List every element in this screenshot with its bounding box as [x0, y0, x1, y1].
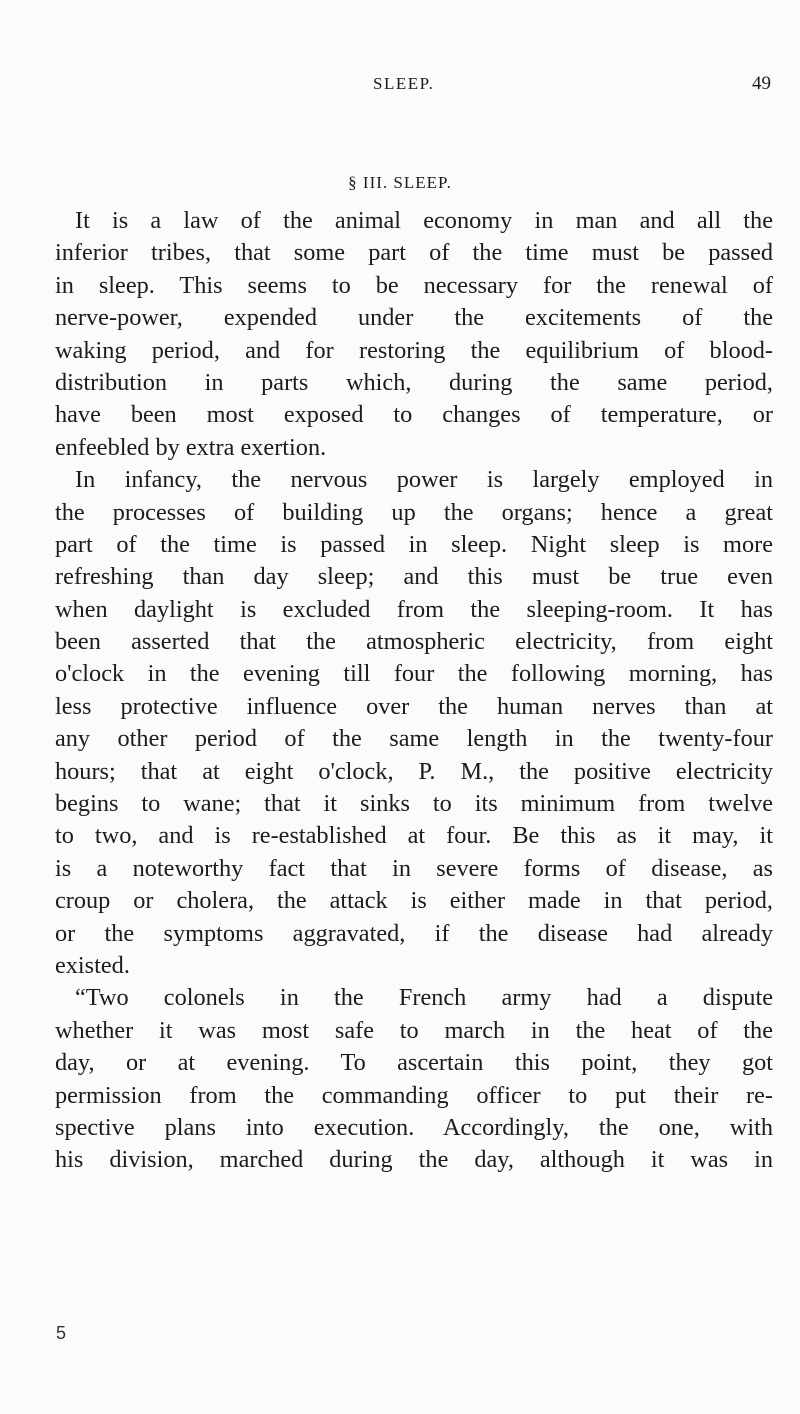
- text-line: distribution in parts which, during the same period,: [55, 368, 773, 396]
- text-line: the processes of building up the organs; hence a great: [55, 498, 773, 526]
- running-head: [0, 74, 800, 98]
- text-line: existed.: [55, 951, 130, 979]
- signature-mark: 5: [56, 1323, 67, 1343]
- text-line: part of the time is passed in sleep. Night sleep is more: [55, 530, 773, 558]
- text-line: o'clock in the evening till four the following morning, has: [55, 660, 773, 688]
- text-line: permission from the commanding officer to put their re-: [55, 1081, 773, 1109]
- page-number: 49: [752, 73, 771, 94]
- running-title: SLEEP.: [373, 74, 435, 93]
- section-heading: § III. SLEEP.: [348, 173, 452, 192]
- text-line: been asserted that the atmospheric electricity, from eight: [55, 628, 773, 656]
- text-line: day, or at evening. To ascertain this point, they got: [55, 1049, 773, 1077]
- text-line: In infancy, the nervous power is largely employed in: [75, 466, 773, 494]
- text-line: when daylight is excluded from the sleeping-room. It has: [55, 595, 773, 623]
- text-line: nerve-power, expended under the excitements of the: [55, 304, 773, 332]
- text-line: waking period, and for restoring the equilibrium of blood-: [55, 336, 773, 364]
- text-line: is a noteworthy fact that in severe forms of disease, as: [55, 854, 773, 882]
- text-line: begins to wane; that it sinks to its minimum from twelve: [55, 790, 773, 818]
- text-line: or the symptoms aggravated, if the disease had already: [55, 919, 773, 947]
- text-line: have been most exposed to changes of temperature, or: [55, 401, 773, 429]
- text-line: inferior tribes, that some part of the time must be passed: [55, 239, 773, 267]
- text-line: whether it was most safe to march in the heat of the: [55, 1016, 773, 1044]
- body-text: [55, 205, 773, 1177]
- text-line: less protective influence over the human nerves than at: [55, 692, 773, 720]
- text-line: refreshing than day sleep; and this must be true even: [55, 563, 773, 591]
- text-line: any other period of the same length in the twenty-four: [55, 725, 773, 753]
- text-line: to two, and is re-established at four. Be this as it may, it: [55, 822, 773, 850]
- text-line: his division, marched during the day, although it was in: [55, 1146, 773, 1174]
- text-line: in sleep. This seems to be necessary for the renewal of: [55, 271, 773, 299]
- text-line: It is a law of the animal economy in man and all the: [75, 207, 773, 234]
- text-line: spective plans into execution. Accordingly, the one, with: [55, 1113, 773, 1141]
- text-line: hours; that at eight o'clock, P. M., the positive electricity: [55, 757, 773, 785]
- text-line: enfeebled by extra exertion.: [55, 433, 327, 461]
- text-line: croup or cholera, the attack is either made in that period,: [55, 887, 773, 915]
- text-line: “Two colonels in the French army had a dispute: [75, 984, 773, 1012]
